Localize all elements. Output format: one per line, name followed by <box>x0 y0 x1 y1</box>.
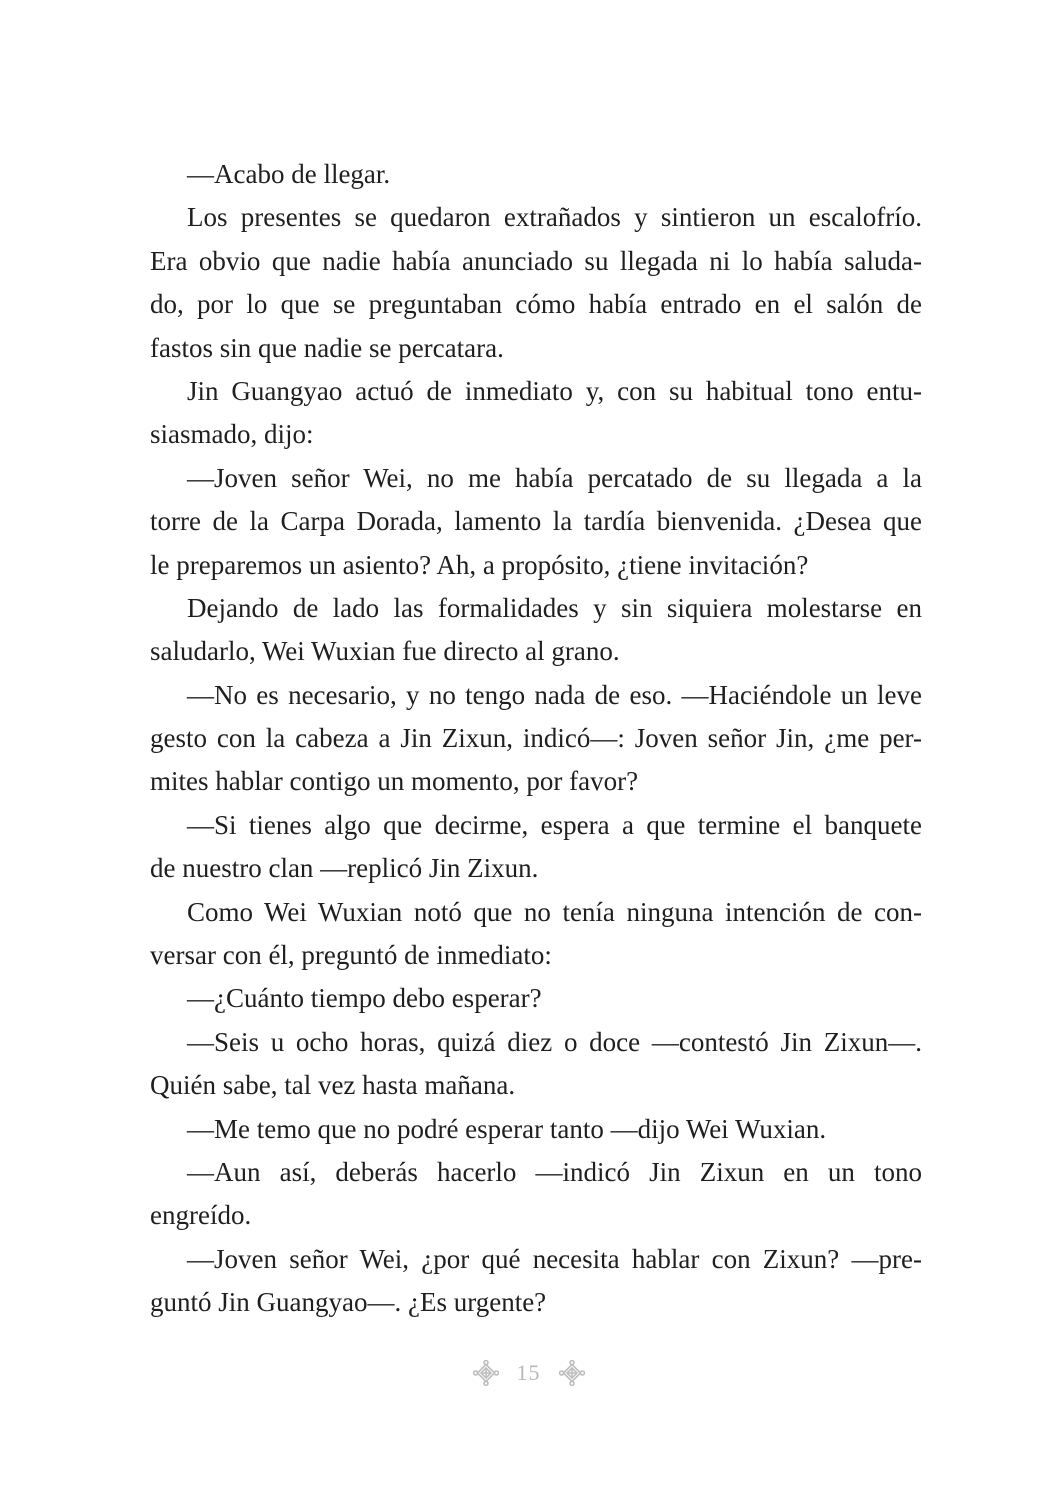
text-line: mites hablar contigo un momento, por favor? <box>150 766 639 797</box>
text-line: —Acabo de llegar. <box>187 159 391 189</box>
text-line: versar con él, preguntó de inmediato: <box>150 940 552 971</box>
text-line: —Me temo que no podré esperar tanto —dijo Wei Wuxian. <box>187 1113 827 1144</box>
page-footer <box>0 1358 1057 1388</box>
text-line: torre de la Carpa Dorada, lamento la tardía bienvenida. ¿Desea que <box>150 506 922 537</box>
text-line: saludarlo, Wei Wuxian fue directo al grano. <box>150 636 620 667</box>
text-line: —Joven señor Wei, ¿por qué necesita hablar con Zixun? —pre- <box>187 1243 922 1274</box>
text-line: —Joven señor Wei, no me había percatado de su llegada a la <box>187 462 922 493</box>
text-line: Era obvio que nadie había anunciado su llegada ni lo había saluda- <box>150 245 922 276</box>
text-line: —Seis u ocho horas, quizá diez o doce —contestó Jin Zixun—. <box>187 1026 922 1057</box>
text-line: —¿Cuánto tiempo debo esperar? <box>187 983 542 1014</box>
text-line: Quién sabe, tal vez hasta mañana. <box>150 1070 516 1101</box>
text-line: Jin Guangyao actuó de inmediato y, con su habitual tono entu- <box>187 375 922 406</box>
text-line: siasmado, dijo: <box>150 419 314 450</box>
text-line: Como Wei Wuxian notó que no tenía ninguna intención de con- <box>187 896 922 927</box>
text-line: Dejando de lado las formalidades y sin siquiera molestarse en <box>187 592 922 623</box>
text-line: do, por lo que se preguntaban cómo había entrado en el salón de <box>150 289 922 320</box>
text-line: —Aun así, deberás hacerlo —indicó Jin Zixun en un tono <box>187 1156 922 1187</box>
text-line: Los presentes se quedaron extrañados y sintieron un escalofrío. <box>187 202 922 233</box>
page-body <box>150 153 922 1325</box>
text-line: gesto con la cabeza a Jin Zixun, indicó—: Joven señor Jin, ¿me per- <box>150 723 922 754</box>
text-line: guntó Jin Guangyao—. ¿Es urgente? <box>150 1287 547 1318</box>
text-line: fastos sin que nadie se percatara. <box>150 332 504 363</box>
text-line: —No es necesario, y no tengo nada de eso. —Haciéndole un leve <box>187 679 922 710</box>
text-line: le preparemos un asiento? Ah, a propósito, ¿tiene invitación? <box>150 549 809 580</box>
endless-knot-icon <box>473 1360 499 1386</box>
text-line: engreído. <box>150 1200 252 1231</box>
page-number: 15 <box>516 1360 541 1385</box>
text-line: de nuestro clan —replicó Jin Zixun. <box>150 853 539 884</box>
endless-knot-icon <box>559 1360 585 1386</box>
text-line: —Si tienes algo que decirme, espera a que termine el banquete <box>187 809 922 840</box>
